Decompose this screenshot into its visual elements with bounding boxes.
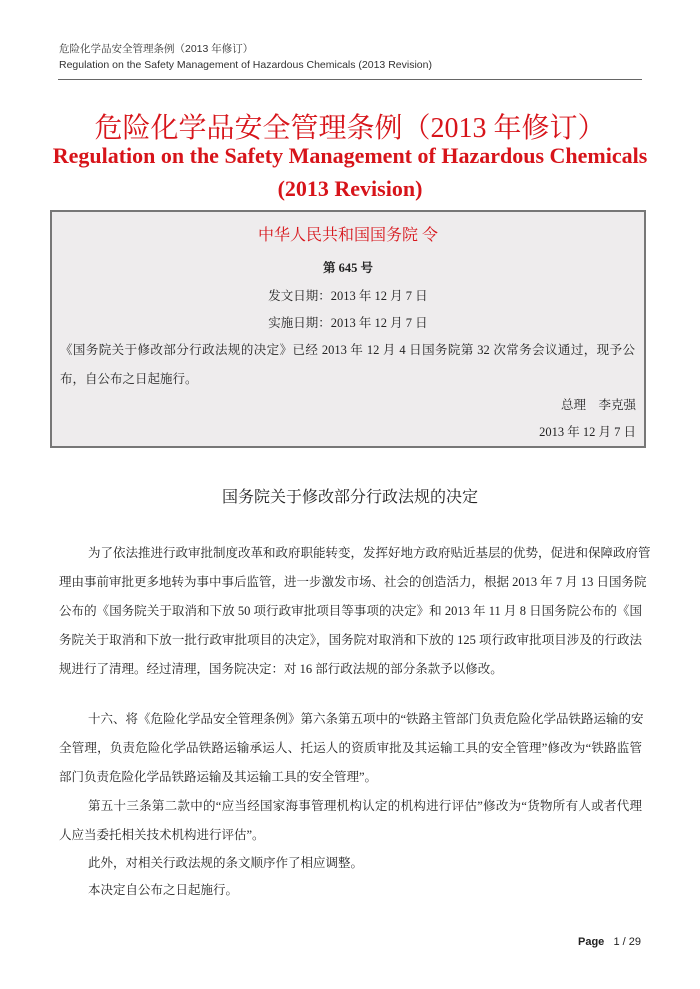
decree-issue-date: 发文日期：2013 年 12 月 7 日 [268,289,428,303]
paragraph-line: 十六、将《危险化学品安全管理条例》第六条第五项中的“铁路主管部门负责危险化学品铁路运输的安 [88,712,644,726]
decree-signatory: 总理 李克强 [560,398,636,412]
decree-box [50,210,646,448]
paragraph-line: 人应当委托相关技术机构进行评估”。 [59,828,265,842]
paragraph-line: 全管理，负责危险化学品铁路运输承运人、托运人的资质审批及其运输工具的安全管理”修改为“铁路监管 [59,741,642,755]
decree-body-line: 《国务院关于修改部分行政法规的决定》已经 2013 年 12 月 4 日国务院第 32 次常务会议通过，现予公 [60,343,635,357]
title-en-line1: Regulation on the Safety Management of Hazardous Chemicals [52,143,648,168]
paragraph-line: 规进行了清理。经过清理，国务院决定：对 16 部行政法规的部分条款予以修改。 [59,662,503,676]
page-label: Page [578,936,605,948]
running-header-zh: 危险化学品安全管理条例（2013 年修订） [59,43,254,55]
paragraph-line: 为了依法推进行政审批制度改革和政府职能转变，发挥好地方政府贴近基层的优势，促进和保障政府管 [88,546,651,560]
paragraph-line: 部门负责危险化学品铁路运输及其运输工具的安全管理”。 [59,770,378,784]
paragraph-line: 理由事前审批更多地转为事中事后监管，进一步激发市场、社会的创造活力，根据 2013 年 7 月 13 日国务院 [59,575,647,589]
title-zh: 危险化学品安全管理条例（2013 年修订） [94,113,606,144]
paragraph-line: 第五十三条第二款中的“应当经国家海事管理机构认定的机构进行评估”修改为“货物所有人或者代理 [88,799,642,813]
paragraph-line: 此外，对相关行政法规的条文顺序作了相应调整。 [88,856,364,870]
page-number: 1 / 29 [613,936,641,948]
page-footer [578,936,641,948]
decree-sign-date: 2013 年 12 月 7 日 [539,425,636,439]
decree-issuer: 中华人民共和国国务院 令 [257,227,438,244]
paragraph-line: 务院关于取消和下放一批行政审批项目的决定》，国务院对取消和下放的 125 项行政审批项目涉及的行政法 [59,633,642,647]
running-header-en: Regulation on the Safety Management of Hazardous Chemicals (2013 Revision) [59,59,432,71]
paragraph-line: 本决定自公布之日起施行。 [88,883,239,897]
section-title: 国务院关于修改部分行政法规的决定 [221,489,478,506]
header-rule [58,79,642,80]
paragraph-line: 公布的《国务院关于取消和下放 50 项行政审批项目等事项的决定》和 2013 年 11 月 8 日国务院公布的《国 [59,604,642,618]
title-en-line2: (2013 Revision) [277,176,423,201]
decree-body-line: 布，自公布之日起施行。 [60,372,198,386]
decree-effective-date: 实施日期：2013 年 12 月 7 日 [268,316,428,330]
decree-number: 第 645 号 [322,261,373,275]
